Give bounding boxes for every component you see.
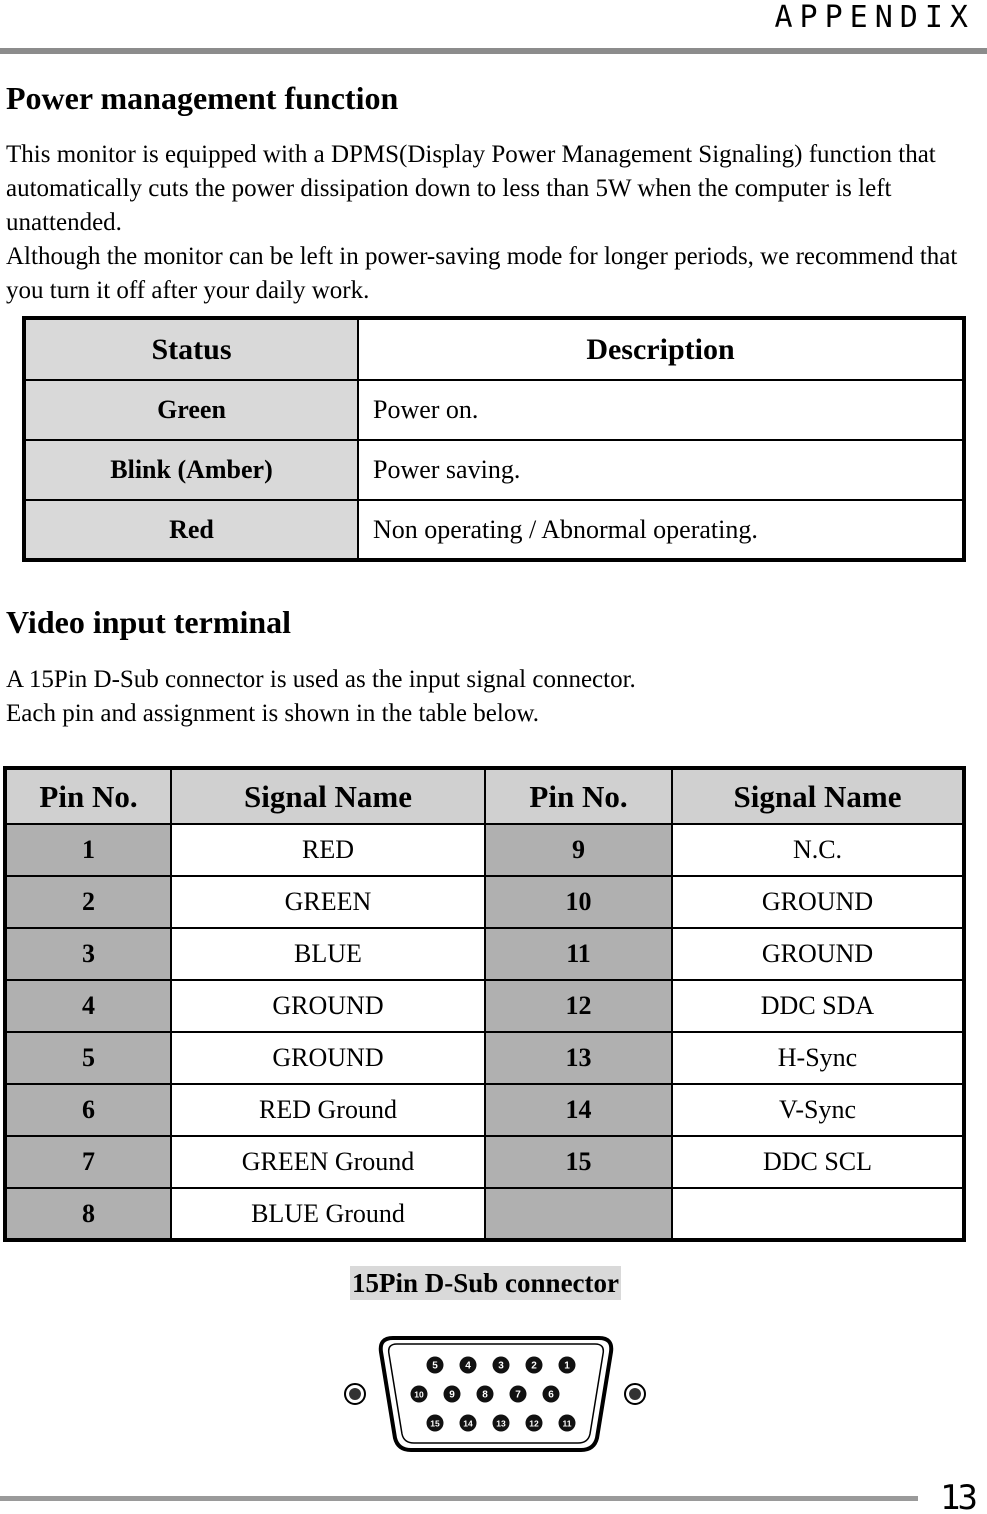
signal-name-cell: RED <box>171 824 485 876</box>
signal-name-header: Signal Name <box>672 768 964 824</box>
pin-number-cell: 1 <box>5 824 171 876</box>
power-management-title: Power management function <box>6 80 399 116</box>
status-cell: Green <box>24 380 358 440</box>
table-row <box>5 1084 964 1136</box>
pin-number-cell: 2 <box>5 876 171 928</box>
pin-label-5: 5 <box>432 1360 438 1372</box>
description-cell: Power saving. <box>358 440 964 500</box>
status-header: Status <box>24 318 358 380</box>
pin-label-1: 1 <box>564 1360 570 1372</box>
description-cell: Power on. <box>358 380 964 440</box>
video-paragraph-1: A 15Pin D-Sub connector is used as the input signal connector. <box>6 666 636 693</box>
signal-name-cell: BLUE <box>171 928 485 980</box>
signal-name-cell: GROUND <box>171 980 485 1032</box>
pin-table-header-row <box>5 768 964 824</box>
status-cell: Blink (Amber) <box>24 440 358 500</box>
signal-name-cell: V-Sync <box>672 1084 964 1136</box>
table-row <box>5 1136 964 1188</box>
pin-number-cell: 12 <box>485 980 672 1032</box>
table-row <box>5 1188 964 1240</box>
pin-no-header: Pin No. <box>485 768 672 824</box>
signal-name-cell: N.C. <box>672 824 964 876</box>
pin-number-cell: 9 <box>485 824 672 876</box>
pin-label-11: 11 <box>562 1418 572 1429</box>
signal-name-cell <box>672 1188 964 1240</box>
pin-number-cell: 8 <box>5 1188 171 1240</box>
video-paragraph-2: Each pin and assignment is shown in the table below. <box>6 700 539 727</box>
pin-number-cell: 4 <box>5 980 171 1032</box>
pin-number-cell: 13 <box>485 1032 672 1084</box>
pin-label-13: 13 <box>496 1418 506 1429</box>
video-input-title: Video input terminal <box>6 604 292 640</box>
pin-label-3: 3 <box>498 1360 504 1372</box>
signal-name-cell: RED Ground <box>171 1084 485 1136</box>
table-row <box>5 824 964 876</box>
mounting-screw-right-core <box>629 1388 641 1400</box>
power-paragraph-2: Although the monitor can be left in power-saving mode for longer periods, we recommend that you turn it off after your daily work. <box>6 243 958 304</box>
connector-caption: 15Pin D-Sub connector <box>352 1268 620 1298</box>
power-status-table <box>22 316 966 562</box>
power-paragraph-1: This monitor is equipped with a DPMS(Display Power Management Signaling) function that automatically cuts the power dissipation down to less than 5W when the computer is left unattended. <box>6 141 936 236</box>
pin-label-2: 2 <box>531 1360 537 1372</box>
pin-label-12: 12 <box>529 1418 539 1429</box>
pin-label-7: 7 <box>515 1389 521 1401</box>
section-label: APPENDIX <box>774 0 975 35</box>
signal-name-cell: GROUND <box>171 1032 485 1084</box>
pin-label-4: 4 <box>465 1360 471 1372</box>
signal-name-cell: BLUE Ground <box>171 1188 485 1240</box>
pin-number-cell: 10 <box>485 876 672 928</box>
signal-name-cell: GROUND <box>672 876 964 928</box>
pin-label-8: 8 <box>482 1389 488 1401</box>
d-sub-connector-diagram <box>335 1330 655 1460</box>
pin-label-9: 9 <box>449 1389 455 1401</box>
table-row <box>24 440 964 500</box>
page-number: 13 <box>940 1478 975 1514</box>
table-row <box>24 500 964 560</box>
table-row <box>5 980 964 1032</box>
pin-number-cell: 14 <box>485 1084 672 1136</box>
pin-label-6: 6 <box>548 1389 554 1401</box>
signal-name-cell: GROUND <box>672 928 964 980</box>
signal-name-cell: DDC SDA <box>672 980 964 1032</box>
pin-number-cell: 11 <box>485 928 672 980</box>
table-row <box>5 876 964 928</box>
table-row <box>5 1032 964 1084</box>
signal-name-cell: DDC SCL <box>672 1136 964 1188</box>
pin-number-cell: 7 <box>5 1136 171 1188</box>
pin-label-10: 10 <box>414 1389 424 1400</box>
header-divider <box>0 48 987 54</box>
description-header: Description <box>358 318 964 380</box>
pin-label-15: 15 <box>430 1418 440 1429</box>
pin-number-cell <box>485 1188 672 1240</box>
mounting-screw-left-core <box>349 1388 361 1400</box>
pin-assignment-table <box>3 766 966 1242</box>
description-cell: Non operating / Abnormal operating. <box>358 500 964 560</box>
pin-label-14: 14 <box>463 1418 473 1429</box>
pin-no-header: Pin No. <box>5 768 171 824</box>
pin-number-cell: 3 <box>5 928 171 980</box>
pin-number-cell: 6 <box>5 1084 171 1136</box>
status-table-header-row <box>24 318 964 380</box>
signal-name-header: Signal Name <box>171 768 485 824</box>
footer-divider <box>0 1496 918 1501</box>
pin-number-cell: 15 <box>485 1136 672 1188</box>
pin-number-cell: 5 <box>5 1032 171 1084</box>
table-row <box>5 928 964 980</box>
signal-name-cell: GREEN Ground <box>171 1136 485 1188</box>
signal-name-cell: H-Sync <box>672 1032 964 1084</box>
status-cell: Red <box>24 500 358 560</box>
table-row <box>24 380 964 440</box>
signal-name-cell: GREEN <box>171 876 485 928</box>
